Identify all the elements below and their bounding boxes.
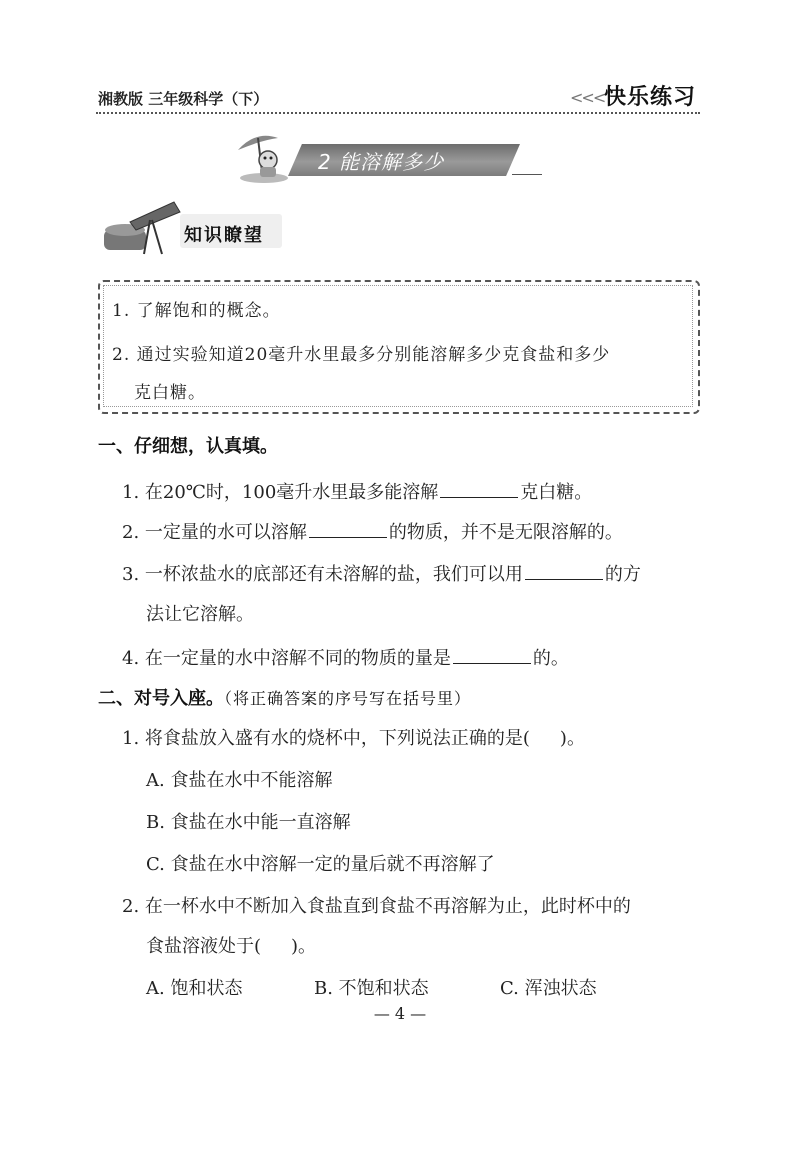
p2q2-option-a: A. 饱和状态 <box>146 978 243 999</box>
p2q1-option-b: B. 食盐在水中能一直溶解 <box>146 812 351 833</box>
p2q1-option-c: C. 食盐在水中溶解一定的量后就不再溶解了 <box>146 854 495 875</box>
part1-q2 <box>122 518 623 544</box>
q4-text-end: 的。 <box>532 648 569 669</box>
telescope-icon <box>100 196 184 256</box>
q2-answer-blank[interactable] <box>309 521 387 538</box>
section-title: 知识瞭望 <box>184 225 264 246</box>
part1-q3 <box>122 560 641 586</box>
q2-text-end: 的物质，并不是无限溶解的。 <box>388 522 623 543</box>
part1-q1 <box>122 478 592 504</box>
p2q1-option-a: A. 食盐在水中不能溶解 <box>146 770 333 791</box>
header-arrows-icon: <<< <box>570 88 605 107</box>
q4-text: 4. 在一定量的水中溶解不同的物质的量是 <box>122 648 451 669</box>
objective-2-cont: 克白糖。 <box>134 383 206 403</box>
page-number: — 4 — <box>373 1004 427 1023</box>
q3-text-end: 的方 <box>604 564 641 585</box>
p2q2-text-end: )。 <box>291 936 317 957</box>
header-divider <box>96 112 700 114</box>
part1-q3-cont: 法让它溶解。 <box>146 604 254 625</box>
banner-underline <box>512 174 542 175</box>
part2-note: （将正确答案的序号写在括号里） <box>224 689 472 708</box>
part1-heading: 一、仔细想，认真填。 <box>98 436 278 457</box>
q1-text-end: 克白糖。 <box>520 482 593 503</box>
series-title: 快乐练习 <box>604 85 697 110</box>
part2-heading <box>98 684 471 710</box>
book-title: 湘教版 三年级科学（下） <box>98 90 269 108</box>
part2-heading-text: 二、对号入座。 <box>98 688 224 709</box>
q2-text: 2. 一定量的水可以溶解 <box>122 522 307 543</box>
p2q2-option-c: C. 浑浊状态 <box>500 978 597 999</box>
part2-q2-stem-cont <box>146 932 316 958</box>
objective-1: 1. 了解饱和的概念。 <box>112 301 281 321</box>
q4-answer-blank[interactable] <box>453 647 531 664</box>
p2q2-text: 食盐溶液处于( <box>146 936 262 957</box>
part2-q1-stem <box>122 724 585 750</box>
umbrella-mascot-icon <box>232 128 296 184</box>
part1-q4 <box>122 644 569 670</box>
lesson-title: 2 能溶解多少 <box>318 150 445 174</box>
q1-answer-blank[interactable] <box>440 481 518 498</box>
part2-q2-stem: 2. 在一杯水中不断加入食盐直到食盐不再溶解为止，此时杯中的 <box>122 896 631 917</box>
q1-text: 1. 在20℃时，100毫升水里最多能溶解 <box>122 482 439 503</box>
q3-text: 3. 一杯浓盐水的底部还有未溶解的盐，我们可以用 <box>122 564 523 585</box>
p2q2-option-b: B. 不饱和状态 <box>314 978 429 999</box>
p2q1-text-end: )。 <box>559 728 585 749</box>
q3-answer-blank[interactable] <box>525 563 603 580</box>
objective-2: 2. 通过实验知道20毫升水里最多分别能溶解多少克食盐和多少 <box>112 345 611 365</box>
p2q1-text: 1. 将食盐放入盛有水的烧杯中，下列说法正确的是( <box>122 728 530 749</box>
